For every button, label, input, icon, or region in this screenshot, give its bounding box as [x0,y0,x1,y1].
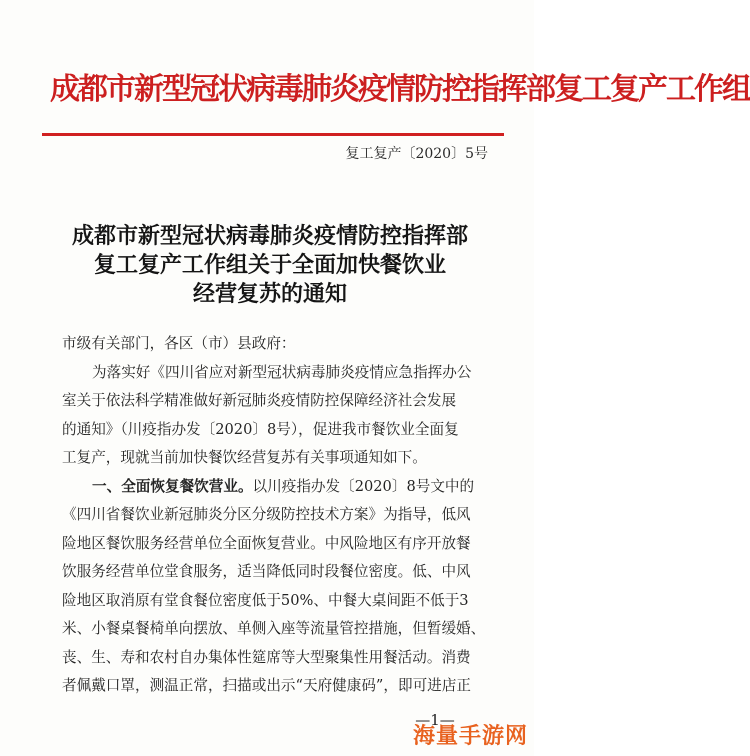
section-1-line: 险地区餐饮服务经营单位全面恢复营业。中风险地区有序开放餐 [62,534,471,552]
section-1-first-line [62,473,512,502]
notice-title-line-1: 成都市新型冠状病毒肺炎疫情防控指挥部 [71,223,468,249]
section-1-line: 者佩戴口罩，测温正常，扫描或出示“天府健康码”，即可进店正 [62,677,471,694]
notice-title-line-2: 复工复产工作组关于全面加快餐饮业 [93,252,446,278]
body-line: 工复产，现就当前加快餐饮经营复苏有关事项通知如下。 [62,449,427,466]
section-1-line: 险地区取消原有堂食餐位密度低于50%、中餐大桌间距不低于3 [62,591,469,609]
section-1-line: 饮服务经营单位堂食服务，适当降低同时段餐位密度。低、中风 [62,563,471,580]
red-divider-line [42,133,504,136]
section-1-heading: 一、全面恢复餐饮营业。 [92,477,253,495]
page-number: —1— [415,711,455,729]
body-line: 室关于依法科学精准做好新冠肺炎疫情防控保障经济社会发展 [62,392,457,409]
notice-title [60,222,480,309]
section-1-first-line-text: 以川疫指办发〔2020〕8号文中的 [252,477,475,495]
site-watermark-logo: 海量手游网 [412,724,528,749]
body-line: 为落实好《四川省应对新型冠状病毒肺炎疫情应急指挥办公 [92,363,472,381]
document-number: 复工复产〔2020〕5号 [345,146,488,162]
notice-body [62,330,512,701]
section-1-line: 丧、生、寿和农村自办集体性筵席等大型聚集性用餐活动。消费 [62,648,471,666]
salutation: 市级有关部门，各区（市）县政府： [62,335,296,352]
body-line: 的通知》（川疫指办发〔2020〕8号），促进我市餐饮业全面复 [62,420,459,438]
section-1-line: 《四川省餐饮业新冠肺炎分区分级防控技术方案》为指导，低风 [62,506,471,523]
section-1-line: 米、小餐桌餐椅单向摆放、单侧入座等流量管控措施，但暂缓婚、 [62,620,486,637]
issuing-organization-header: 成都市新型冠状病毒肺炎疫情防控指挥部复工复产工作组 [50,72,750,107]
notice-title-line-3: 经营复苏的通知 [192,281,347,307]
